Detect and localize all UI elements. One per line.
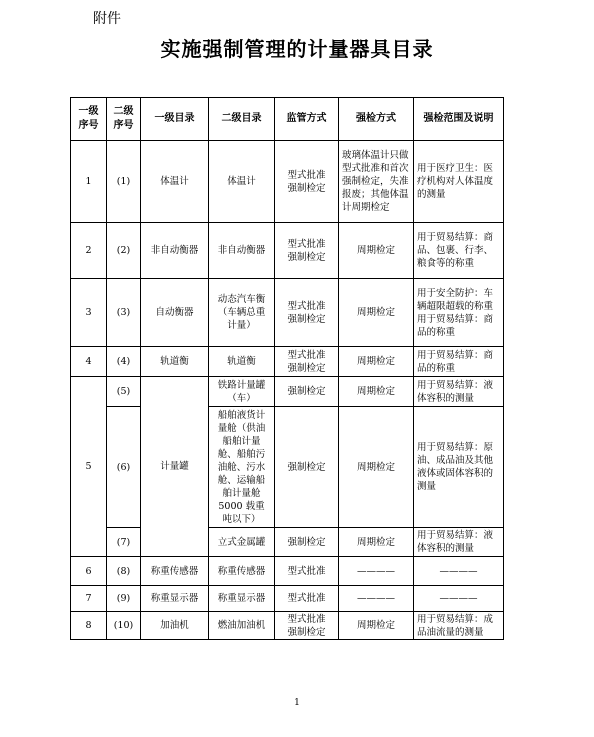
level1-catalog: 轨道衡 — [141, 347, 209, 377]
level2-no: (3) — [107, 279, 141, 347]
level1-no: 7 — [71, 586, 107, 612]
level2-catalog: 称重传感器 — [209, 557, 275, 586]
level1-catalog: 计量罐 — [141, 377, 209, 557]
level2-catalog: 立式金属罐 — [209, 528, 275, 557]
table-row — [71, 557, 504, 586]
level2-no: (9) — [107, 586, 141, 612]
verification-method: ———— — [339, 557, 414, 586]
level2-catalog: 轨道衡 — [209, 347, 275, 377]
supervision: 型式批准 — [275, 586, 339, 612]
level2-no: (6) — [107, 407, 141, 528]
scope: 用于贸易结算：商品、包裹、行李、粮食等的称重 — [414, 223, 504, 279]
table-row — [71, 279, 504, 347]
level1-no: 4 — [71, 347, 107, 377]
header-level1-catalog: 一级目录 — [141, 98, 209, 141]
table-row — [71, 347, 504, 377]
scope: 用于贸易结算：液体容积的测量 — [414, 528, 504, 557]
level1-catalog: 称重显示器 — [141, 586, 209, 612]
supervision: 型式批准 强制检定 — [275, 347, 339, 377]
scope: 用于贸易结算：原油、成品油及其他液体或固体容积的测量 — [414, 407, 504, 528]
supervision: 型式批准 强制检定 — [275, 223, 339, 279]
verification-method: 周期检定 — [339, 223, 414, 279]
verification-method: 周期检定 — [339, 612, 414, 640]
level2-no: (2) — [107, 223, 141, 279]
verification-method: 周期检定 — [339, 279, 414, 347]
verification-method: 周期检定 — [339, 528, 414, 557]
level2-no: (5) — [107, 377, 141, 407]
table-row — [71, 223, 504, 279]
level2-catalog: 船舶液货计 量舱（供油 船舶计量 舱、船舶污 油舱、污水 舱、运输船 舶计量舱 5000 载重 吨以下） — [209, 407, 275, 528]
level1-catalog: 称重传感器 — [141, 557, 209, 586]
header-verification-method: 强检方式 — [339, 98, 414, 141]
level1-no: 5 — [71, 377, 107, 557]
scope: 用于贸易结算：商品的称重 — [414, 347, 504, 377]
level1-catalog: 体温计 — [141, 141, 209, 223]
table-row — [71, 141, 504, 223]
level1-no: 3 — [71, 279, 107, 347]
table-row — [71, 612, 504, 640]
level2-no: (1) — [107, 141, 141, 223]
scope: 用于贸易结算：成品油流量的测量 — [414, 612, 504, 640]
catalog-table — [70, 97, 504, 640]
scope: 用于安全防护：车辆超限超载的称重 用于贸易结算：商品的称重 — [414, 279, 504, 347]
header-supervision: 监管方式 — [275, 98, 339, 141]
scope: 用于医疗卫生：医疗机构对人体温度的测量 — [414, 141, 504, 223]
header-level2-catalog: 二级目录 — [209, 98, 275, 141]
level1-catalog: 非自动衡器 — [141, 223, 209, 279]
level2-catalog: 铁路计量罐 （车） — [209, 377, 275, 407]
supervision: 型式批准 强制检定 — [275, 141, 339, 223]
scope: 用于贸易结算：液体容积的测量 — [414, 377, 504, 407]
verification-method: 周期检定 — [339, 377, 414, 407]
header-scope: 强检范围及说明 — [414, 98, 504, 141]
table-row — [71, 528, 504, 557]
level2-no: (7) — [107, 528, 141, 557]
scope: ———— — [414, 586, 504, 612]
level2-catalog: 体温计 — [209, 141, 275, 223]
supervision: 强制检定 — [275, 377, 339, 407]
verification-method: 玻璃体温计只做型式批准和首次强制检定，失准报废；其他体温计周期检定 — [339, 141, 414, 223]
level1-no: 6 — [71, 557, 107, 586]
attachment-label: 附件 — [93, 11, 121, 27]
table-row — [71, 377, 504, 407]
supervision: 强制检定 — [275, 528, 339, 557]
table-header-row — [71, 98, 504, 141]
level1-catalog: 加油机 — [141, 612, 209, 640]
level2-no: (8) — [107, 557, 141, 586]
supervision: 强制检定 — [275, 407, 339, 528]
supervision: 型式批准 强制检定 — [275, 612, 339, 640]
page-number: 1 — [294, 698, 300, 708]
level1-no: 2 — [71, 223, 107, 279]
level2-catalog: 非自动衡器 — [209, 223, 275, 279]
verification-method: 周期检定 — [339, 347, 414, 377]
supervision: 型式批准 强制检定 — [275, 279, 339, 347]
table-row — [71, 586, 504, 612]
level2-catalog: 燃油加油机 — [209, 612, 275, 640]
supervision: 型式批准 — [275, 557, 339, 586]
level1-no: 1 — [71, 141, 107, 223]
level2-no: (10) — [107, 612, 141, 640]
scope: ———— — [414, 557, 504, 586]
document-title: 实施强制管理的计量器具目录 — [160, 37, 434, 61]
level1-no: 8 — [71, 612, 107, 640]
level1-catalog: 自动衡器 — [141, 279, 209, 347]
table-row — [71, 407, 504, 528]
verification-method: 周期检定 — [339, 407, 414, 528]
verification-method: ———— — [339, 586, 414, 612]
header-level2-no: 二级 序号 — [107, 98, 141, 141]
level2-catalog: 动态汽车衡 （车辆总重 计量） — [209, 279, 275, 347]
level2-catalog: 称重显示器 — [209, 586, 275, 612]
header-level1-no: 一级 序号 — [71, 98, 107, 141]
level2-no: (4) — [107, 347, 141, 377]
